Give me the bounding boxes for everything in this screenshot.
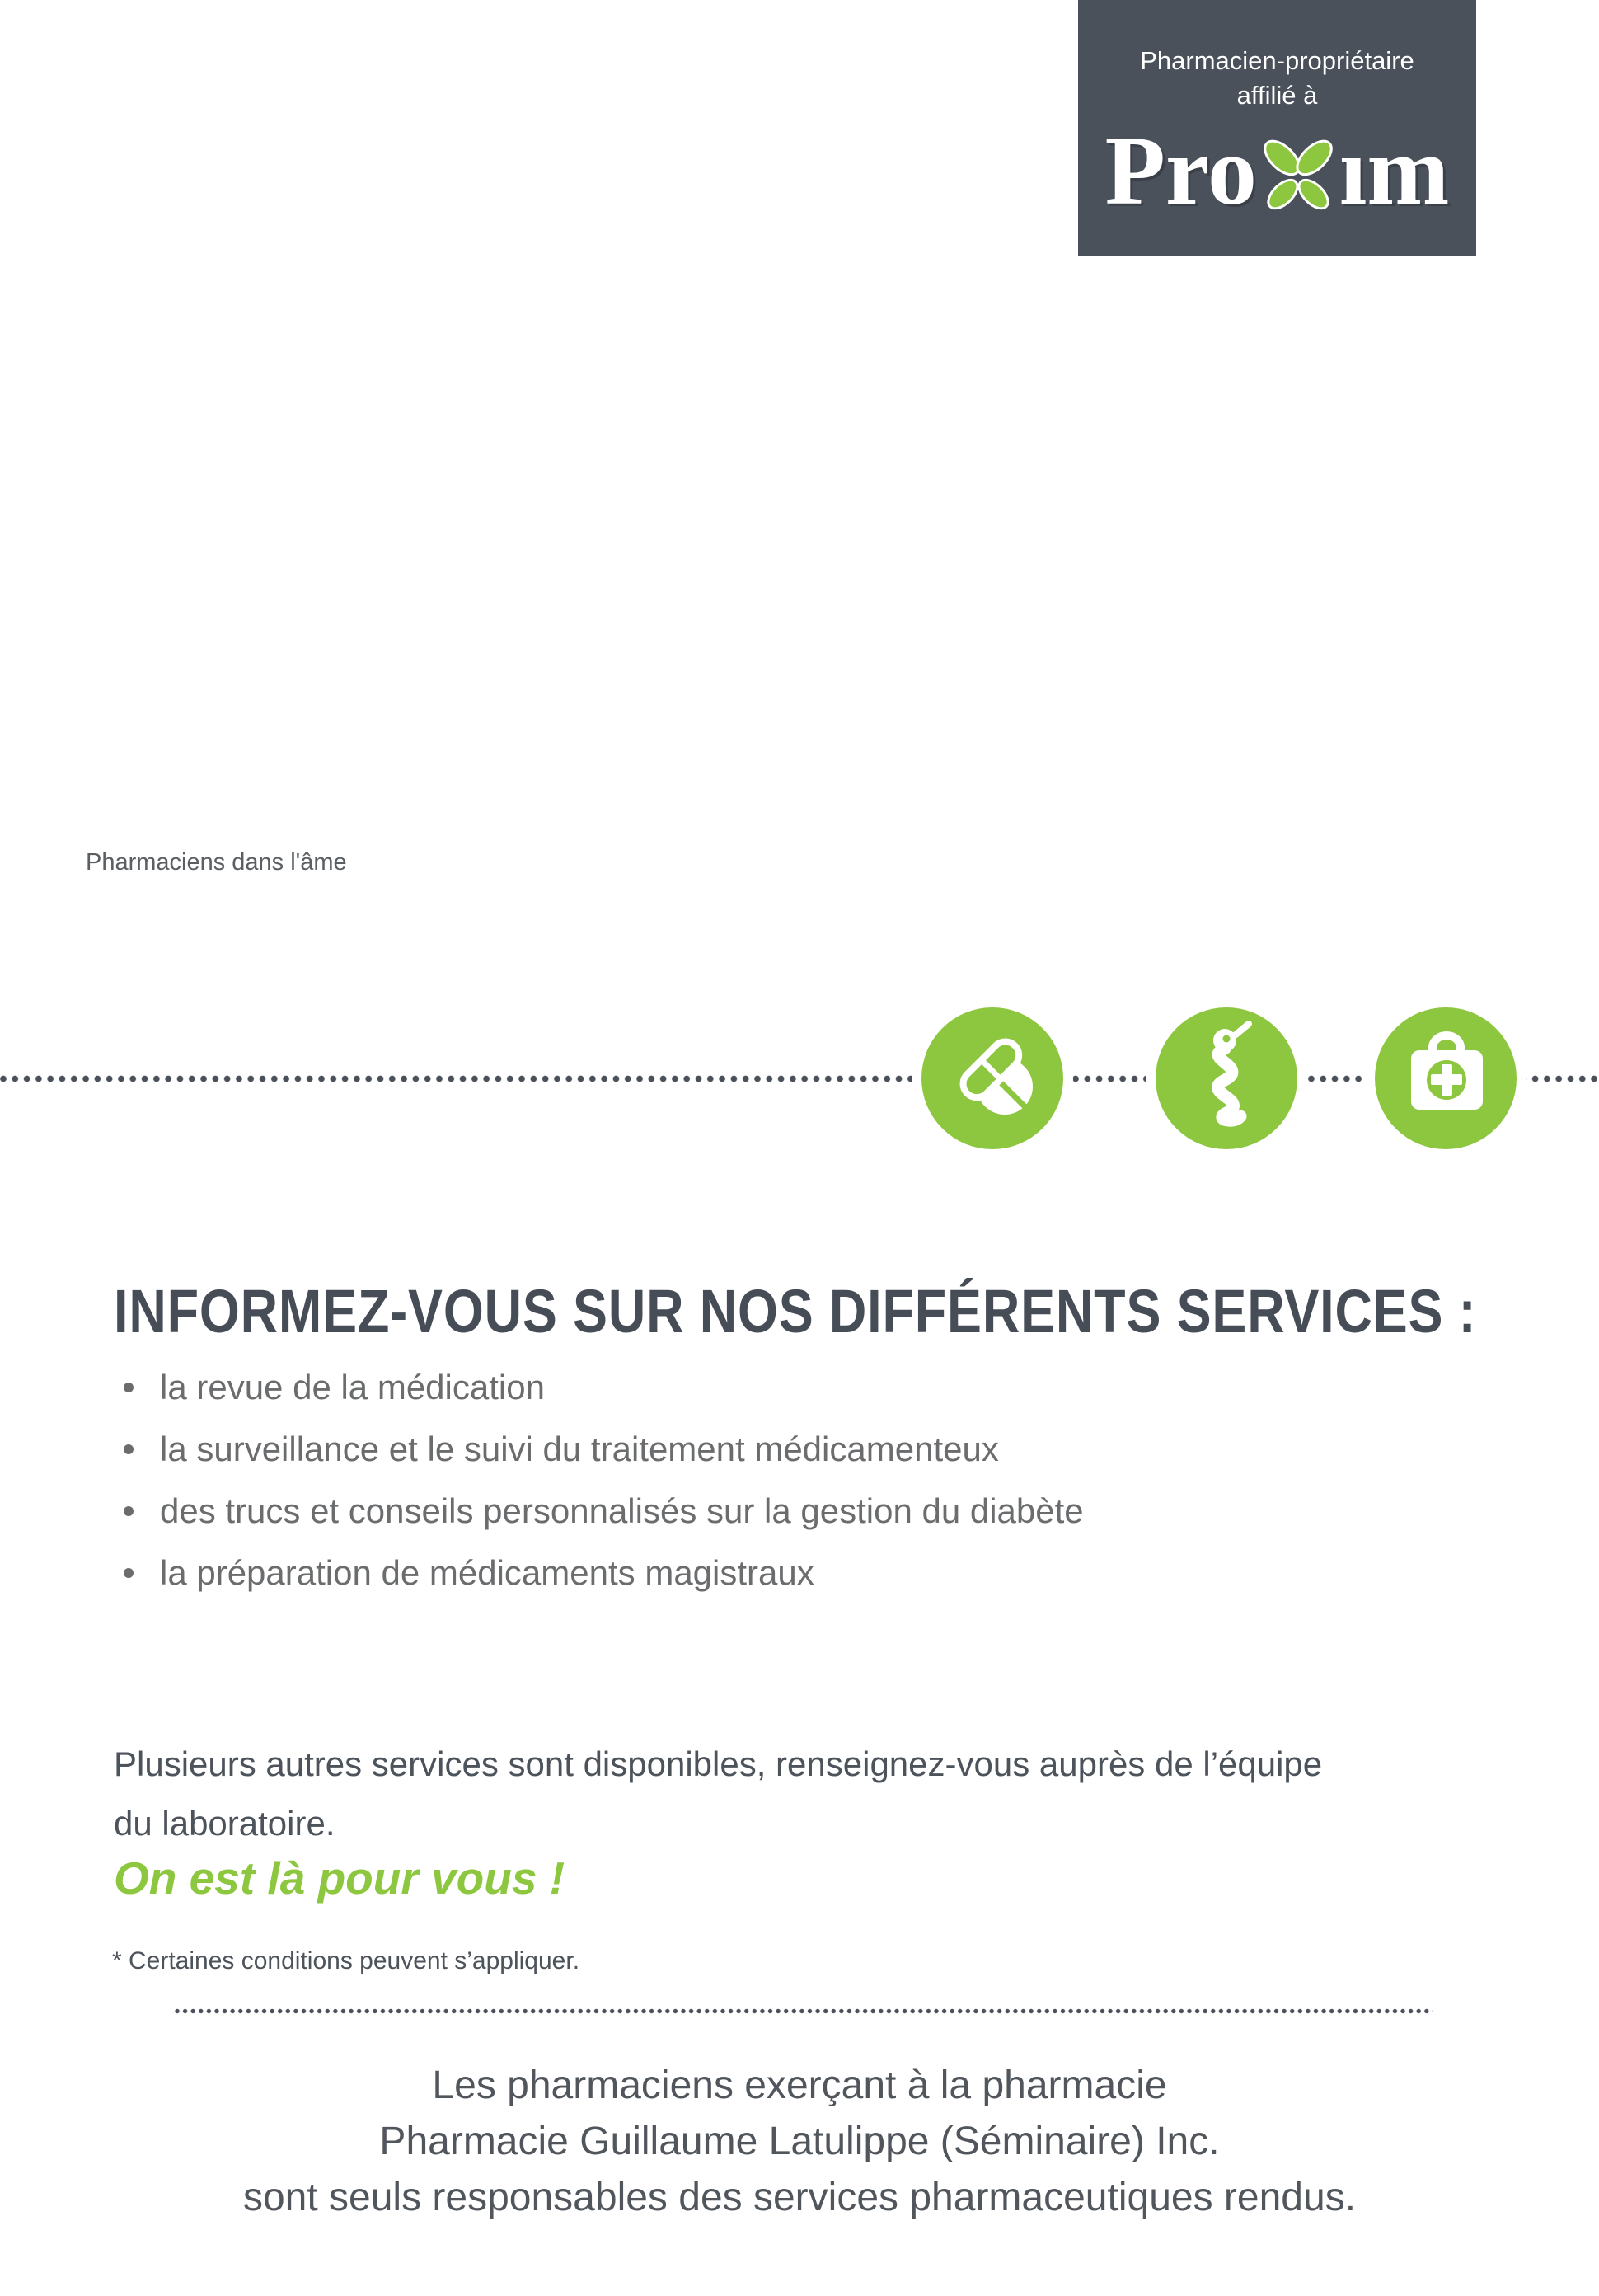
badge-subtitle: affilié à: [1236, 81, 1318, 110]
footer-line3: sont seuls responsables des services pharmaceutiques rendus.: [242, 2176, 1357, 2219]
info-paragraph-line2: du laboratoire.: [114, 1804, 335, 1843]
dotted-divider: [0, 1075, 1599, 1082]
proxim-x-leaves-icon: [1258, 134, 1339, 219]
first-aid-icon: [1375, 1007, 1517, 1149]
first-aid-badge: [1375, 1007, 1517, 1149]
services-list: [114, 1369, 1084, 1616]
service-item: la préparation de médicaments magistraux: [114, 1554, 1084, 1592]
logo-text-pro: Pro: [1104, 115, 1258, 225]
footer-line1: Les pharmaciens exerçant à la pharmacie: [432, 2064, 1167, 2107]
badge-title: Pharmacien-propriétaire: [1140, 46, 1414, 75]
slogan: On est là pour vous !: [114, 1852, 565, 1904]
info-paragraph: [114, 1735, 1322, 1853]
logo-text-im: ım: [1339, 115, 1450, 225]
footer: [0, 2058, 1599, 2226]
service-item: des trucs et conseils personnalisés sur la gestion du diabète: [114, 1492, 1084, 1530]
affiliation-badge: [1078, 0, 1476, 256]
services-heading: INFORMEZ-VOUS SUR NOS DIFFÉRENTS SERVICES :: [114, 1277, 1477, 1345]
pill-capsule-icon: [921, 1007, 1063, 1149]
fine-dotted-divider: [175, 2008, 1433, 2014]
tagline: Pharmaciens dans l'âme: [86, 849, 347, 876]
footer-line2: Pharmacie Guillaume Latulippe (Séminaire) Inc.: [379, 2120, 1220, 2163]
pill-capsule-badge: [921, 1007, 1063, 1149]
service-item: la surveillance et le suivi du traitement médicamenteux: [114, 1430, 1084, 1468]
disclaimer: * Certaines conditions peuvent s’appliquer.: [112, 1947, 580, 1974]
proxim-logo: [1078, 117, 1476, 224]
service-item: la revue de la médication: [114, 1369, 1084, 1406]
asclepius-badge: [1156, 1007, 1297, 1149]
info-paragraph-line1: Plusieurs autres services sont disponibles, renseignez-vous auprès de l’équipe: [114, 1744, 1323, 1783]
asclepius-icon: [1156, 1007, 1297, 1149]
